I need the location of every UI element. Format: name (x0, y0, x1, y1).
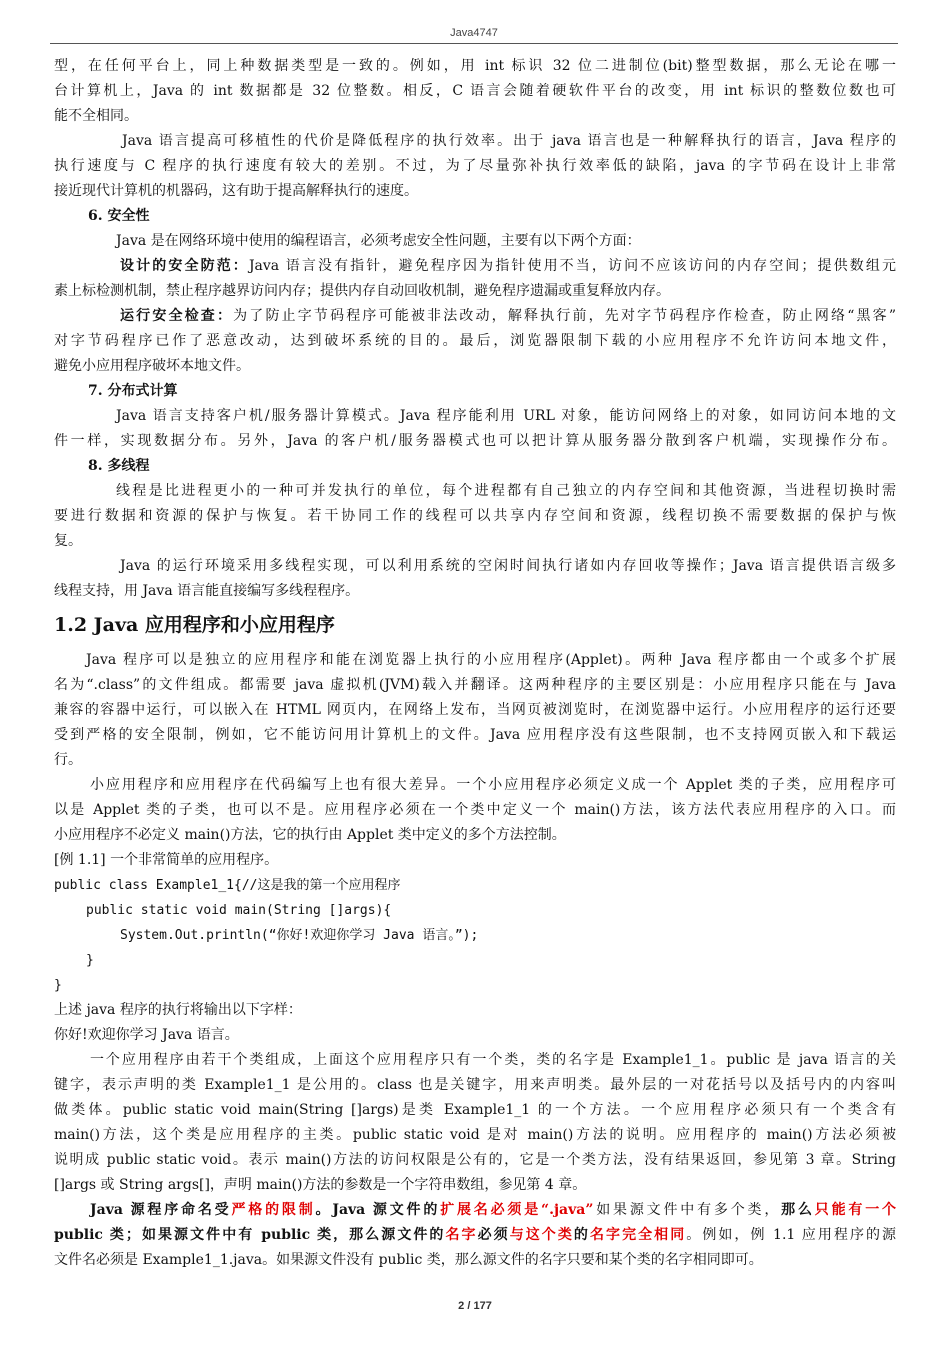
text-span: 。例如，例 1.1 应用程序的源 (686, 1227, 896, 1243)
page-number: 2 / 177 (458, 1300, 492, 1312)
text-line: Java 的运行环境采用多线程实现，可以利用系统的空闲时间执行诸如内存回收等操作；Java 语言提供语言级多 (120, 558, 896, 574)
text-line: main()方法，这个类是应用程序的主类。public static void 是对 main()方法的说明。应用程序的 main()方法必须被 (54, 1127, 896, 1143)
text-line: 以是 Applet 类的子类，也可以不是。应用程序必须在一个类中定义一个 main()方法，该方法代表应用程序的入口。而 (54, 802, 896, 818)
text-line: 小应用程序不必定义 main()方法，它的执行由 Applet 类中定义的多个方法控制。 (54, 827, 566, 843)
text-line: 一个应用程序由若干个类组成，上面这个应用程序只有一个类，类的名字是 Example1_1。public 是 java 语言的关 (90, 1052, 896, 1068)
red-emphasis: 扩展名必须是“.java” (440, 1202, 594, 1218)
text-line: 执行速度与 C 程序的执行速度有较大的差别。不过，为了尽量弥补执行效率低的缺陷，java 的字节码在设计上非常 (54, 158, 896, 174)
text-span: 那么 (781, 1202, 815, 1218)
text-line: Java 语言支持客户机/服务器计算模式。Java 程序能利用 URL 对象，能访问网络上的对象，如同访问本地的文 (116, 408, 896, 424)
text-line: 接近现代计算机的机器码，这有助于提高解释执行的速度。 (54, 183, 418, 199)
text-span: ；如果源文件中有 public 类，那么源文件的 (125, 1227, 446, 1243)
text-span: 如果源文件中有多个类， (593, 1202, 782, 1218)
text-line: 素上标检测机制，禁止程序越界访问内存；提供内存自动回收机制，避免程序遗漏或重复释放内存。 (54, 283, 670, 299)
text-line: 受到严格的安全限制，例如，它不能访问用计算机上的文件。Java 应用程序没有这些限制，也不支持网页嵌入和下载运 (54, 727, 896, 743)
text-span: 为了防止字节码程序可能被非法改动，解释执行前，先对字节码程序作检查，防止网络“黑客” (233, 308, 896, 324)
red-emphasis: 与这个类 (509, 1227, 574, 1243)
text-line (54, 304, 896, 329)
text-line: 能不全相同。 (54, 108, 138, 124)
text-line: 对字节码程序已作了恶意改动，达到破坏系统的目的。最后，浏览器限制下载的小应用程序不允许访问本地文件， (54, 333, 896, 349)
highlight-line (54, 1223, 896, 1248)
term-label: 设计的安全防范： (120, 258, 249, 274)
text-line: Java 语言提高可移植性的代价是降低程序的执行效率。出于 java 语言也是一种解释执行的语言，Java 程序的 (122, 133, 896, 149)
page-content (54, 54, 896, 1273)
text-line: 小应用程序和应用程序在代码编写上也有很大差异。一个小应用程序必须定义成一个 Applet 类的子类，应用程序可 (90, 777, 896, 793)
red-emphasis: 名字 (445, 1227, 478, 1243)
text-line: 兼容的容器中运行，可以嵌入在 HTML 网页内，在网络上发布，当网页被浏览时，在浏览器中运行。小应用程序的运行还要 (54, 702, 896, 718)
text-span: 必须 (477, 1227, 510, 1243)
code-line: } (54, 978, 62, 993)
text-span: public 类 (54, 1227, 126, 1243)
text-line: 文件名必须是 Example1_1.java。如果源文件没有 public 类，那么源文件的名字只要和某个类的名字相同即可。 (54, 1252, 763, 1268)
text-line: 型，在任何平台上，同上种数据类型是一致的。例如，用 int 标识 32 位二进制位(bit)整型数据，那么无论在哪一 (54, 58, 896, 74)
chapter-heading: 1.2 Java 应用程序和小应用程序 (54, 614, 335, 636)
highlight-line (54, 1198, 896, 1223)
text-line: 说明成 public static void。表示 main()方法的访问权限是公有的，它是一个类方法，没有结果返回，参见第 3 章。String (54, 1152, 896, 1168)
text-line: 件一样，实现数据分布。另外，Java 的客户机/服务器模式也可以把计算从服务器分散到客户机端，实现操作分布。 (54, 433, 896, 449)
text-line: 键字，表示声明的类 Example1_1 是公用的。class 也是关键字，用来声明类。最外层的一对花括号以及括号内的内容叫 (54, 1077, 896, 1093)
example-caption: [例 1.1] 一个非常简单的应用程序。 (54, 852, 279, 868)
text-line: 复。 (54, 533, 82, 549)
text-line: 线程是比进程更小的一种可并发执行的单位，每个进程都有自己独立的内存空间和其他资源，当进程切换时需 (116, 483, 896, 499)
page-header: Java4747 (50, 27, 898, 44)
section-heading-multithread: 8. 多线程 (88, 458, 150, 474)
text-line (54, 254, 896, 279)
section-heading-distributed: 7. 分布式计算 (88, 383, 178, 399)
red-emphasis: 只能有一个 (814, 1202, 896, 1218)
code-line: public class Example1_1{//这是我的第一个应用程序 (54, 878, 401, 893)
red-emphasis: 名字完全相同 (589, 1227, 687, 1243)
text-span: Java 语言没有指针，避免程序因为指针使用不当，访问不应该访问的内存空间；提供数组元 (248, 258, 896, 274)
code-line: System.Out.println(“你好!欢迎你学习 Java 语言。”); (120, 928, 479, 943)
text-line: 要进行数据和资源的保护与恢复。若干协同工作的线程可以共享内存空间和资源，线程切换不需要数据的保护与恢 (54, 508, 896, 524)
text-line: 避免小应用程序破坏本地文件。 (54, 358, 250, 374)
text-line: 行。 (54, 752, 82, 768)
text-line: []args 或 String args[]，声明 main()方法的参数是一个字符串数组，参见第 4 章。 (54, 1177, 587, 1193)
program-output: 你好!欢迎你学习 Java 语言。 (54, 1027, 239, 1043)
text-line: 线程支持，用 Java 语言能直接编写多线程程序。 (54, 583, 360, 599)
text-line: 上述 java 程序的执行将输出以下字样： (54, 1002, 302, 1018)
text-line: 做类体。public static void main(String []args)是类 Example1_1 的一个方法。一个应用程序必须只有一个类含有 (54, 1102, 896, 1118)
text-line: 台计算机上，Java 的 int 数据都是 32 位整数。相反，C 语言会随着硬软件平台的改变，用 int 标识的整数位数也可 (54, 83, 896, 99)
text-line: Java 程序可以是独立的应用程序和能在浏览器上执行的小应用程序(Applet)。两种 Java 程序都由一个或多个扩展 (86, 652, 896, 668)
code-line: public static void main(String []args){ (86, 903, 392, 918)
text-span: 的 (573, 1227, 590, 1243)
text-line: 名为“.class”的文件组成。都需要 java 虚拟机(JVM)载入并翻译。这两种程序的主要区别是：小应用程序只能在与 Java (54, 677, 896, 693)
term-label: 运行安全检查： (120, 308, 234, 324)
section-heading-security: 6. 安全性 (88, 208, 150, 224)
text-span: 。Java 源文件的 (315, 1202, 441, 1218)
red-emphasis: 严格的限制 (231, 1202, 316, 1218)
text-line: Java 是在网络环境中使用的编程语言，必须考虑安全性问题，主要有以下两个方面： (116, 233, 641, 249)
text-span: Java 源程序命名受 (90, 1202, 232, 1218)
code-line: } (86, 953, 94, 968)
